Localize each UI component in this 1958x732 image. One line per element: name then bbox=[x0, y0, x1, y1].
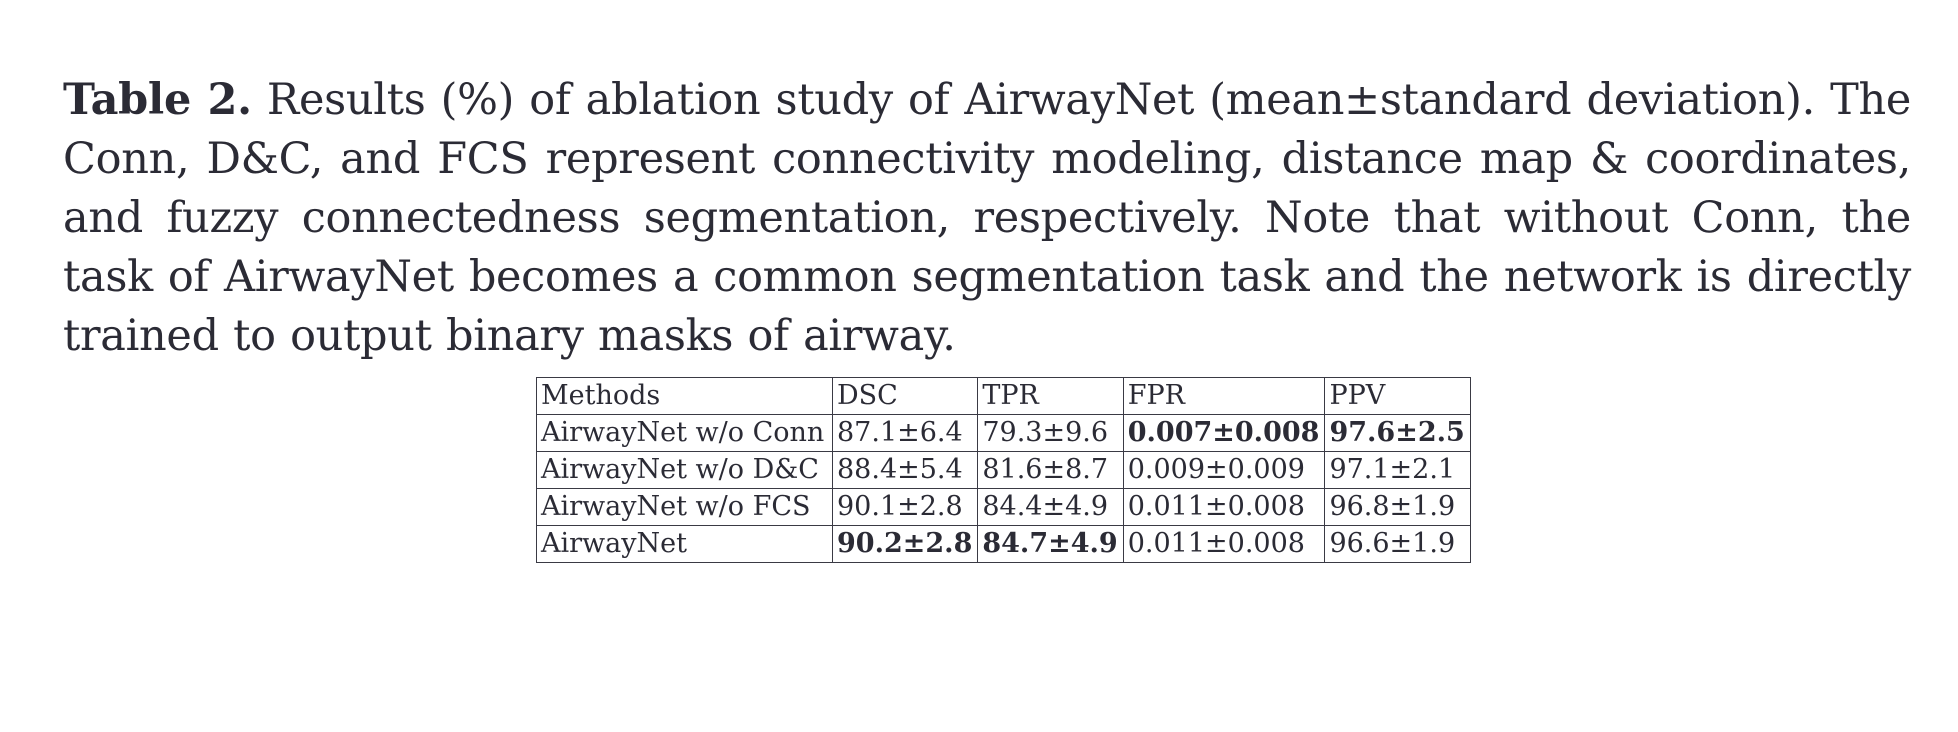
cell-ppv: 96.6±1.9 bbox=[1325, 526, 1470, 563]
caption-label: Table 2. bbox=[63, 75, 252, 125]
cell-tpr: 79.3±9.6 bbox=[978, 415, 1123, 452]
cell-tpr: 84.4±4.9 bbox=[978, 489, 1123, 526]
cell-ppv: 96.8±1.9 bbox=[1325, 489, 1470, 526]
table-header-row bbox=[537, 378, 1471, 415]
table-row bbox=[537, 489, 1471, 526]
cell-dsc: 88.4±5.4 bbox=[833, 452, 978, 489]
cell-fpr: 0.011±0.008 bbox=[1123, 526, 1325, 563]
cell-method: AirwayNet w/o D&C bbox=[537, 452, 833, 489]
header-tpr: TPR bbox=[978, 378, 1123, 415]
table-row bbox=[537, 526, 1471, 563]
cell-fpr: 0.007±0.008 bbox=[1123, 415, 1325, 452]
ablation-results-table bbox=[536, 377, 1471, 563]
table-row bbox=[537, 452, 1471, 489]
cell-method: AirwayNet w/o Conn bbox=[537, 415, 833, 452]
cell-dsc: 87.1±6.4 bbox=[833, 415, 978, 452]
cell-dsc: 90.1±2.8 bbox=[833, 489, 978, 526]
cell-ppv: 97.1±2.1 bbox=[1325, 452, 1470, 489]
cell-fpr: 0.009±0.009 bbox=[1123, 452, 1325, 489]
table-caption bbox=[63, 71, 1911, 366]
results-table-container bbox=[536, 377, 1471, 563]
cell-ppv: 97.6±2.5 bbox=[1325, 415, 1470, 452]
cell-dsc: 90.2±2.8 bbox=[833, 526, 978, 563]
cell-method: AirwayNet bbox=[537, 526, 833, 563]
cell-fpr: 0.011±0.008 bbox=[1123, 489, 1325, 526]
header-ppv: PPV bbox=[1325, 378, 1470, 415]
cell-tpr: 81.6±8.7 bbox=[978, 452, 1123, 489]
header-methods: Methods bbox=[537, 378, 833, 415]
caption-text: Results (%) of ablation study of AirwayNet (mean±standard deviation). The Conn, D&C, and FCS represent connectivity modeling, distance map & coordinates, and fuzzy connectedness segmentation, respectively. Note that without Conn, the task of AirwayNet becomes a common segmentation task and the network is directly trained to output binary masks of airway. bbox=[63, 75, 1912, 361]
cell-tpr: 84.7±4.9 bbox=[978, 526, 1123, 563]
header-fpr: FPR bbox=[1123, 378, 1325, 415]
header-dsc: DSC bbox=[833, 378, 978, 415]
cell-method: AirwayNet w/o FCS bbox=[537, 489, 833, 526]
table-row bbox=[537, 415, 1471, 452]
